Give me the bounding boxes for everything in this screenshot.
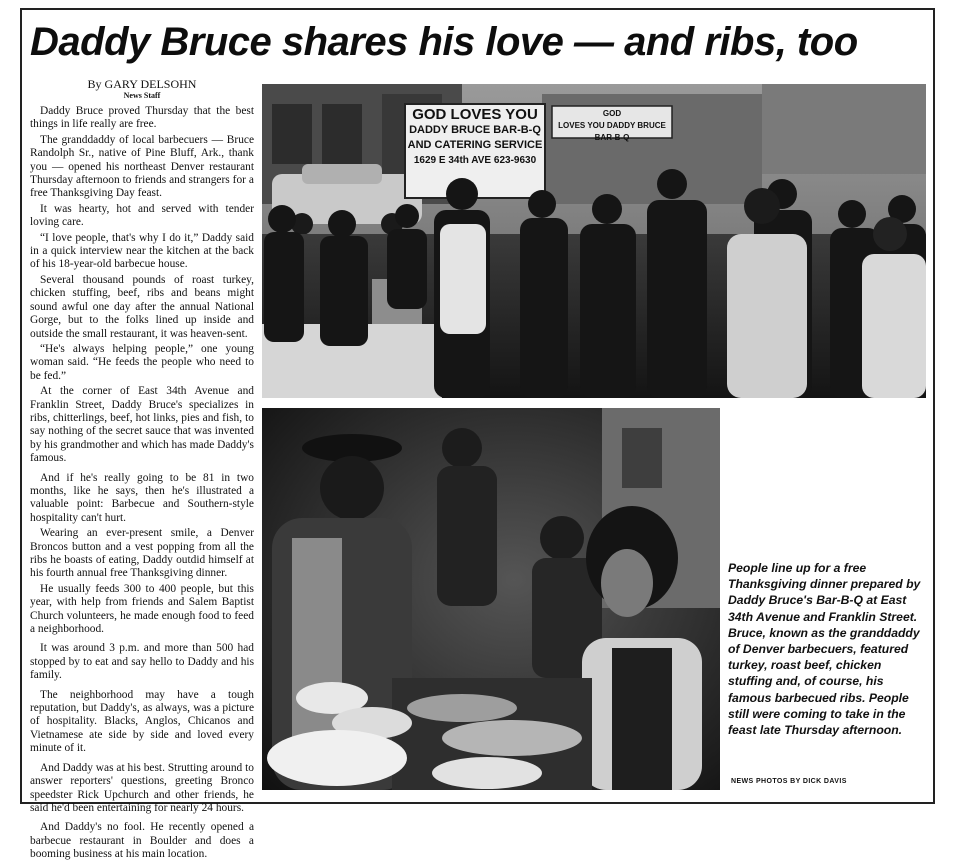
restaurant-sign — [405, 106, 545, 168]
restaurant-sign-secondary — [552, 108, 672, 144]
article-column — [30, 78, 254, 864]
sign-line: AND CATERING SERVICE — [407, 139, 543, 151]
photo-crowd-outside — [262, 84, 926, 398]
sign-line: DADDY BRUCE BAR-B-Q — [409, 124, 541, 136]
article-paragraph: The granddaddy of local barbecuers — Bruce Randolph Sr., native of Pine Bluff, Ark., thank you — opened his northeast Denver restaurant Thursday afternoon to friends and strangers for a free Thanksgiving Day feast. — [30, 133, 254, 200]
sign-phone: 623-9630 — [493, 155, 537, 166]
article-paragraph: “I love people, that's why I do it,” Daddy said in a quick interview near the kitchen at the back of his 18-year-old barbecue house. — [30, 231, 254, 271]
article-paragraph: Several thousand pounds of roast turkey, chicken stuffing, beef, ribs and beans might sound awful one day after the annual National Gorge, but to the folks lined up inside and outside the small restaurant, it was heaven-sent. — [30, 273, 254, 340]
article-paragraph: Wearing an ever-present smile, a Denver Broncos button and a vest popping from all the ribs he boasts of eating, Daddy outdid himself at his fourth annual free Thanksgiving dinner. — [30, 527, 254, 580]
sign-line: LOVES YOU DADDY BRUCE BAR-B-Q — [558, 121, 666, 142]
article-paragraph: It was hearty, hot and served with tender loving care. — [30, 202, 254, 229]
article-paragraph: The neighborhood may have a tough reputation, but Daddy's, as always, was a picture of hospitality. Blacks, Anglos, Chicanos and Vietnamese ate side by side and loved every minute of it. — [30, 688, 254, 755]
article-paragraph: He usually feeds 300 to 400 people, but this year, with help from friends and Salem Baptist Church volunteers, he made enough food to feed a neighborhood. — [30, 582, 254, 636]
byline: By GARY DELSOHN — [87, 77, 197, 91]
photo-serving-line-image — [262, 408, 720, 790]
article-paragraph: Daddy Bruce proved Thursday that the best things in life really are free. — [30, 105, 254, 131]
photo-serving-line — [262, 408, 720, 790]
sign-line: GOD — [602, 109, 622, 118]
sign-address: 1629 E 34th AVE — [413, 155, 492, 166]
article-paragraph: And Daddy's no fool. He recently opened a barbecue restaurant in Boulder and does a booming business at his main location. — [30, 821, 254, 861]
article-paragraph: And if he's really going to be 81 in two months, like he says, then he's illustrated a valuable point: Barbecue and Southern-style hospitality can't hurt. — [30, 471, 254, 524]
photo-credit: NEWS PHOTOS BY DICK DAVIS — [731, 778, 847, 785]
headline: Daddy Bruce shares his love — and ribs, too — [30, 20, 858, 64]
article-paragraph: “He's always helping people,” one young woman said. “He feeds the people who need to be fed.” — [30, 342, 254, 382]
sign-line: GOD LOVES YOU — [412, 106, 538, 123]
byline-affiliation: News Staff — [123, 91, 161, 100]
article-paragraph: And Daddy was at his best. Strutting around to answer reporters' questions, greeting Bronco speedster Rick Upchurch and other friends, he said he'd been entertaining for nearly 24 hours. — [30, 761, 254, 814]
article-paragraph: At the corner of East 34th Avenue and Franklin Street, Daddy Bruce's specializes in ribs, chitterlings, beef, hot links, pies and fish, to say nothing of the secret sauce that was invented by his grandmother and which has made Daddy's famous. — [30, 385, 254, 465]
article-paragraph: It was around 3 p.m. and more than 500 had stopped by to eat and say hello to Daddy and his family. — [30, 642, 254, 682]
photo-caption: People line up for a free Thanksgiving dinner prepared by Daddy Bruce's Bar-B-Q at East 34th Avenue and Franklin Street. Bruce, known as the granddaddy of Denver barbecuers, featured turkey, roast beef, chicken stuffing and, of course, his famous barbecued ribs. People still were coming to take in the feast late Thursday afternoon. — [728, 561, 921, 738]
